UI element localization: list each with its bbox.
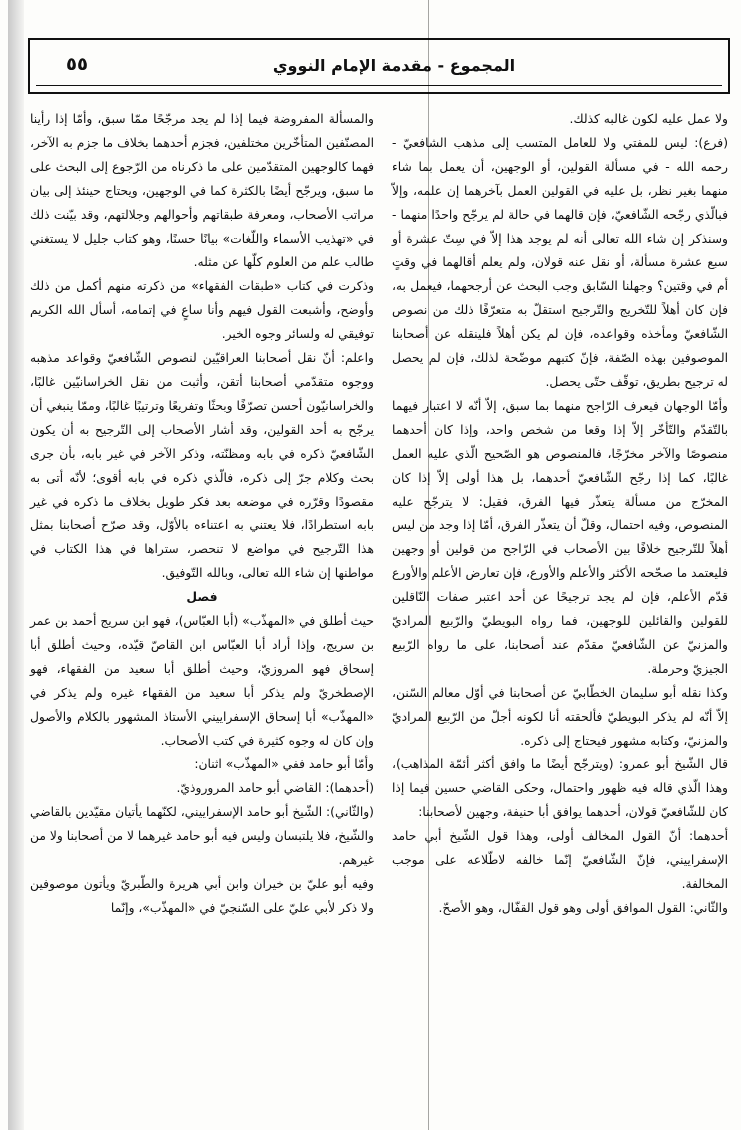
paragraph: والثّاني: القول الموافق أولى وهو قول القفّال، وهو الأصحّ. — [438, 900, 728, 915]
paragraph: واعلم: أنّ نقل أصحابنا العراقيّين لنصوص الشّافعيّ وقواعد مذهبه ووجوه متقدّمي أصحابنا أتقن، وأثبت من نقل الخراسانيّين غالبًا، والخراسانيّون أحسن تصرّفًا وبحثًا وتفريعًا وترتيبًا غالبًا، وممّا ينبغي أن يرجّح به أحد القولين، وقد أشار الأصحاب إلى التّرجيح به أن يكون الشّافعيّ ذكره في بابه ومظنّته، وذكر الآخر في غير بابه، بأن جرى بحث وكلام جرّ إلى ذكره، فالّذي ذكره في بابه أقوى؛ لأنّه أتى به مقصودًا وقرّره في موضعه بعد فكر طويل بخلاف ما ذكره في غير بابه استطرادًا، فلا يعتني به اعتناءه بالأوّل، وقد صرّح أصحابنا بمثل هذا التّرجيح في مواضع لا تنحصر، ستراها في هذا الكتاب في مواطنها إن شاء الله تعالى، وبالله التّوفيق. — [30, 351, 374, 581]
scan-fold-line — [428, 0, 429, 1130]
page-number: ٥٥ — [66, 54, 88, 75]
paragraph: وذكرت في كتاب «طبقات الفقهاء» من ذكرته منهم أكمل من ذلك وأوضح، وأشبعت القول فيهم وأنا ساعٍ في إتمامه، أسأل الله الكريم توفيقي له ولسائر وجوه الخير. — [30, 279, 374, 342]
header-rule — [36, 85, 722, 86]
paragraph: حيث أطلق في «المهذّب» (أبا العبّاس)، فهو ابن سريج أحمد بن عمر بن سريج، وإذا أراد أبا العبّاس ابن القاصّ قيّده، وحيث أطلق أبا إسحاق فهو المروزيّ، وحيث أطلق أبا سعيد من الفقهاء، فهو الإصطخريّ ولم يذكر أبا سعيد من الفقهاء غيره ولم يذكر في «المهذّب» أبا إسحاق الإسفراييني الأستاذ المشهور بالكلام والأصول وإن كان له وجوه كثيرة في كتب الأصحاب. — [30, 614, 374, 748]
paragraph: (والثّاني): الشّيخ أبو حامد الإسفراييني، لكنّهما يأتيان مقيّدين بالقاضي والشّيخ، فلا يلتبسان وليس فيه أبو حامد غيرهما لا من أصحابنا ولا من غيرهم. — [29, 805, 374, 868]
paragraph: وأمّا الوجهان فيعرف الرّاجح منهما بما سبق، إلاّ أنّه لا اعتبار فيهما بالتّقدّم والتّأخّر إلاّ إذا وقعا من شخص واحد، وإذا كان أحدهما منصوصًا والآخر مخرّجًا، فالمنصوص هو الصّحيح الّذي عليه العمل غالبًا، كما إذا رجّح الشّافعيّ أحدهما، بل هذا أولى إلاّ إذا كان المخرّج من مسألة يتعذّر فيها الفرق، فقيل: لا يترجّح عليه المنصوص، وفيه احتمال، وقلّ أن يتعذّر الفرق، أمّا إذا وجد من ليس أهلاً للتّرجيح خلافًا بين الأصحاب في الرّاجح من قولين أو وجهين فليعتمد ما صحّحه الأكثر والأعلم والأورع، فإن تعارض الأعلم والأورع قدّم الأعلم، فإن لم يجد ترجيحًا عن أحد اعتبر صفات النّاقلين للقولين والقائلين للوجهين، فما رواه البويطيّ والرّبيع المراديّ والمزنيّ عن الشّافعيّ مقدّم عند أصحابنا، على ما رواه الرّبيع الجيزيّ وحرملة. — [392, 398, 728, 676]
paragraph: (أحدهما): القاضي أبو حامد المروروذيّ. — [176, 781, 374, 796]
right-column — [392, 108, 728, 921]
paragraph: وفيه أبو عليّ بن خيران وابن أبي هريرة والطّبريّ ويأتون موصوفين ولا ذكر لأبي عليّ على السّنجيّ في «المهذّب»، وإنّما — [30, 877, 374, 915]
paragraph: والمسألة المفروضة فيما إذا لم يجد مرجّحًا ممّا سبق، وأمّا إذا رأينا المصنّفين المتأخّرين مختلفين، فجزم أحدهما بخلاف ما جزم به الآخر، فهما كالوجهين المتقدّمين على ما ذكرناه من الرّجوع إلى البحث على ما سبق، ويرجّح أيضًا بالكثرة كما في الوجهين، ويحتاج حينئذ إلى بيان مراتب الأصحاب، ومعرفة طبقاتهم وأحوالهم وجلالتهم، وقد بيّنت ذلك في «تهذيب الأسماء واللّغات» بيانًا حسنًا، وهو كتاب جليل لا يستغني طالب علم من العلوم كلّها عن مثله. — [30, 112, 374, 270]
section-heading: فصل — [186, 590, 218, 605]
page-header — [28, 38, 730, 94]
paragraph: أحدهما: أنّ القول المخالف أولى، وهذا قول الشّيخ أبي حامد الإسفراييني، فإنّ الشّافعيّ إنّما خالفه لاطّلاعه على موجب المخالفة. — [392, 829, 728, 891]
left-column — [30, 108, 374, 921]
paragraph: وأمّا أبو حامد ففي «المهذّب» اثنان: — [194, 757, 374, 772]
paragraph: قال الشّيخ أبو عمرو: (ويترجّح أيضًا ما وافق أكثر أئمّة المذاهب)، وهذا الّذي قاله فيه ظهور واحتمال، وحكى القاضي حسين فيما إذا كان للشّافعيّ قولان، أحدهما يوافق أبا حنيفة، وجهين لأصحابنا: — [392, 757, 728, 820]
paragraph: ولا عمل عليه لكون غالبه كذلك. — [569, 112, 728, 126]
page-title: المجموع - مقدمة الإمام النووي — [272, 56, 516, 75]
paragraph: (فرع): ليس للمفتي ولا للعامل المتسب إلى مذهب الشافعيّ - رحمه الله - في مسألة القولين، أو الوجهين، أن يعمل بما شاء منهما بغير نظر، بل عليه في القولين العمل بآخرهما إن علمه، وإلاّ فبالّذي رجّحه الشّافعيّ، فإن قالهما في حالة لم يرجّح واحدًا منهما - وسنذكر إن شاء الله تعالى أنه لم يوجد هذا إلاّ في سِتّ عشرة أو سبع عشرة مسألة، أو نقل عنه قولان، ولم يعلم أقالهما في وقتٍ أم في وقتين؟ وجهلنا السّابق وجب البحث عن أرجحهما، فيعمل به، فإن كان أهلاً للتّخريج والتّرجيح استقلّ به متعرّفًا ذلك من نصوص الشّافعيّ ومأخذه وقواعده، فإن لم يكن أهلاً فلينقله عن أصحابنا الموصوفين بهذه الصّفة، فإنّ كتبهم موضّحة لذلك، فإن لم يحصل له ترجيح بطريق، توقّف حتّى يحصل. — [392, 135, 728, 389]
binding-gutter — [8, 0, 24, 1130]
paragraph: وكذا نقله أبو سليمان الخطّابيّ عن أصحابنا في أوّل معالم السّنن، إلاّ أنّه لم يذكر البويطيّ فألحقته أنا لكونه أجلّ من الرّبيع المراديّ والمزنيّ، وكتابه مشهور فيحتاج إلى ذكره. — [392, 685, 728, 748]
